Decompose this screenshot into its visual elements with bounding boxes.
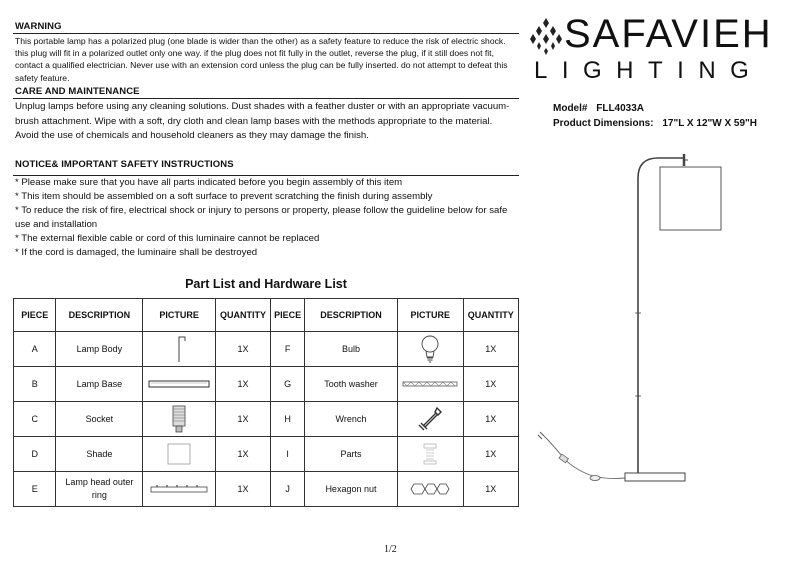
quantity-cell: 1X <box>463 437 518 472</box>
lamp-body-picture <box>143 332 215 367</box>
model-value: FLL4033A <box>596 103 645 114</box>
description-cell: Lamp head outer ring <box>56 472 143 507</box>
care-rule <box>13 98 519 99</box>
notice-line: * If the cord is damaged, the luminaire shall be destroyed <box>15 247 258 258</box>
lamp-base-picture <box>143 367 215 402</box>
page-number: 1/2 <box>384 544 397 555</box>
piece-cell: E <box>14 472 56 507</box>
dimensions-value: 17"L X 12"W X 59"H <box>662 118 757 129</box>
quantity-cell: 1X <box>463 332 518 367</box>
piece-cell: F <box>271 332 305 367</box>
wrench-picture <box>397 402 463 437</box>
hexagon-nut-picture <box>397 472 463 507</box>
quantity-cell: 1X <box>215 472 270 507</box>
parts-title: Part List and Hardware List <box>185 277 347 291</box>
dimensions-label: Product Dimensions: <box>553 118 654 129</box>
notice-line: use and installation <box>15 219 98 230</box>
quantity-cell: 1X <box>215 367 270 402</box>
piece-cell: I <box>271 437 305 472</box>
quantity-cell: 1X <box>215 437 270 472</box>
brand-name: SAFAVIEH <box>564 12 773 56</box>
warning-line: contact a qualified electrician. Never use with an extension cord unless the plug can be fully inserted. do not attempt to defeat this <box>15 60 508 71</box>
description-cell: Lamp Base <box>56 367 143 402</box>
description-cell: Lamp Body <box>56 332 143 367</box>
care-text <box>15 100 525 144</box>
notice-line: * This item should be assembled on a soft surface to prevent scratching the finish during assembly <box>15 191 433 202</box>
header-cell: PICTURE <box>397 299 463 332</box>
warning-line: safety feature. <box>15 72 70 83</box>
warning-text <box>15 35 525 84</box>
care-line: Avoid the use of chemicals and household cleaners as they may damage the finish. <box>15 130 369 141</box>
lamp-head-outer-ring-picture <box>143 472 215 507</box>
care-line: brush attachment. Wipe with a soft, dry cloth and clean lamp bases with the methods appropriate to the material. <box>15 115 493 127</box>
quantity-cell: 1X <box>463 402 518 437</box>
piece-cell: C <box>14 402 56 437</box>
description-cell: Shade <box>56 437 143 472</box>
notice-line: * Please make sure that you have all parts indicated before you begin assembly of this item <box>15 177 403 188</box>
description-cell: Socket <box>56 402 143 437</box>
piece-cell: A <box>14 332 56 367</box>
quantity-cell: 1X <box>463 472 518 507</box>
notice-line: * The external flexible cable or cord of this luminaire cannot be replaced <box>15 233 320 244</box>
description-cell: Parts <box>304 437 397 472</box>
quantity-cell: 1X <box>215 332 270 367</box>
quantity-cell: 1X <box>463 367 518 402</box>
description-cell: Hexagon nut <box>304 472 397 507</box>
description-cell: Tooth washer <box>304 367 397 402</box>
parts-picture <box>397 437 463 472</box>
socket-picture <box>143 402 215 437</box>
chandelier-logo-icon <box>530 16 562 56</box>
brand-subname: LIGHTING <box>534 57 764 84</box>
warning-title: WARNING <box>15 21 62 32</box>
parts-table <box>13 298 519 507</box>
warning-line: this plug will fit in a polarized outlet only one way. if the plug does not fit fully in the outlet, reverse the plug, if it still does not fit, <box>15 48 494 59</box>
floor-lamp-illustration <box>530 148 730 493</box>
header-cell: QUANTITY <box>463 299 518 332</box>
header-cell: DESCRIPTION <box>56 299 143 332</box>
header-cell: PIECE <box>271 299 305 332</box>
piece-cell: G <box>271 367 305 402</box>
notice-title: NOTICE& IMPORTANT SAFETY INSTRUCTIONS <box>15 159 234 170</box>
warning-line: This portable lamp has a polarized plug (one blade is wider than the other) as a safety feature to reduce the risk of electric shock. <box>15 36 506 46</box>
bulb-picture <box>397 332 463 367</box>
quantity-cell: 1X <box>215 402 270 437</box>
model-line <box>553 103 644 114</box>
description-cell: Bulb <box>304 332 397 367</box>
piece-cell: H <box>271 402 305 437</box>
care-title: CARE AND MAINTENANCE <box>15 86 140 97</box>
header-cell: QUANTITY <box>215 299 270 332</box>
shade-picture <box>143 437 215 472</box>
table-row <box>14 367 519 402</box>
table-row <box>14 437 519 472</box>
piece-cell: B <box>14 367 56 402</box>
notice-text <box>15 176 525 260</box>
model-label: Model# <box>553 103 588 114</box>
piece-cell: J <box>271 472 305 507</box>
header-cell: PIECE <box>14 299 56 332</box>
header-cell: PICTURE <box>143 299 215 332</box>
header-cell: DESCRIPTION <box>304 299 397 332</box>
table-row <box>14 472 519 507</box>
table-row <box>14 402 519 437</box>
piece-cell: D <box>14 437 56 472</box>
tooth-washer-picture <box>397 367 463 402</box>
table-header-row <box>14 299 519 332</box>
table-row <box>14 332 519 367</box>
care-line: Unplug lamps before using any cleaning solutions. Dust shades with a feather duster or with an appropriate vacuum- <box>15 101 510 112</box>
description-cell: Wrench <box>304 402 397 437</box>
warning-rule <box>13 33 519 34</box>
dimensions-line <box>553 118 757 129</box>
notice-line: * To reduce the risk of fire, electrical shock or injury to persons or property, please follow the guideline below for safe <box>15 205 508 216</box>
